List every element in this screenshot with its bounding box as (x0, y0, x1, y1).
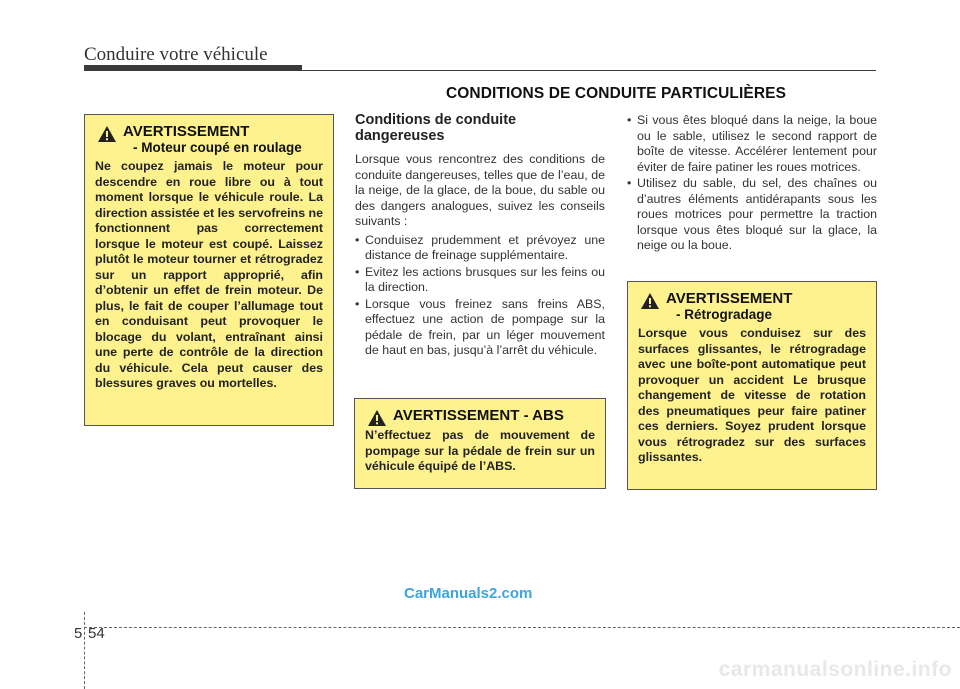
bullet-icon: • (355, 296, 360, 311)
list-item: • Utilisez du sable, du sel, des chaînes ou d’autres éléments antidérapants sous les roues motrices pour permettre la traction lorsque vous êtes bloqué sur la glace, la neige ou la boue. (627, 176, 877, 252)
chapter-number: 5 (74, 625, 83, 642)
section-title: CONDITIONS DE CONDUITE PARTICULIÈRES (445, 85, 787, 102)
carmanuals-watermark-link[interactable]: CarManuals2.com (404, 585, 533, 602)
warning-box-engine-off (84, 114, 334, 426)
list-item: • Lorsque vous freinez sans freins ABS, effectuez une action de pompage sur la pédale de frein, par un léger mouvement de haut en bas, jusqu’à l’arrêt du véhicule. (355, 296, 605, 357)
warning-title: AVERTISSEMENT - ABS (393, 407, 564, 424)
warning-text: N’effectuez pas de mouvement de pompage sur la pédale de frein sur un véhicule équipé de l’ABS. (365, 428, 595, 473)
bullet-icon: • (355, 232, 360, 247)
list-item: • Si vous êtes bloqué dans la neige, la boue ou le sable, utilisez le second rapport de boîte de vitesse. Accélérer lentement pour éviter de faire patiner les roues motrices. (627, 113, 877, 174)
page-number: 54 (88, 625, 105, 642)
site-watermark: carmanualsonline.info (718, 658, 952, 681)
intro-paragraph: Lorsque vous rencontrez des conditions de conduite dangereuses, telles que de l’eau, de la neige, de la glace, de la boue, du sable ou des dangers analogues, suivez les conseils suivants : (355, 152, 605, 228)
bullet-icon: • (627, 176, 632, 190)
list-item: • Conduisez prudemment et prévoyez une distance de freinage supplémentaire. (355, 232, 605, 262)
bullet-icon: • (627, 113, 632, 127)
chapter-header-title: Conduire votre véhicule (84, 44, 268, 65)
header-rule-thin (302, 70, 876, 71)
warning-box-downshift (627, 281, 877, 490)
warning-box-abs (354, 398, 606, 489)
footer-vertical-divider (84, 612, 85, 689)
list-item: • Evitez les actions brusques sur les feins ou la direction. (355, 264, 605, 294)
warning-triangle-icon (640, 292, 660, 310)
sub-heading-dangerous-conditions: Conditions de conduite dangereuses (355, 112, 517, 144)
header-rule-thick (84, 65, 302, 71)
middle-column (355, 112, 605, 359)
warning-title: AVERTISSEMENT (666, 290, 793, 307)
warning-triangle-icon (367, 409, 387, 427)
warning-text: Lorsque vous conduisez sur des surfaces glissantes, le rétrogradage avec une boîte-pont automatique peut provoquer un accident Le brusque changement de vitesse de rotation des pneumatiques peur faire patiner ces derniers. Soyez prudent lorsque vous rétrogradez sur des surfaces glissantes. (638, 326, 866, 464)
warning-title: AVERTISSEMENT (123, 123, 250, 140)
warning-triangle-icon (97, 125, 117, 143)
warning-text: Ne coupez jamais le moteur pour descendre en roue libre ou à tout moment lorsque le véhicule roule. La direction assistée et les servofreins ne fonctionnent pas correctement lorsque le moteur est coupé. Laissez plutôt le moteur tourner et rétrogradez sur un rapport approprié, afin d’obtenir un effet de frein moteur. De plus, le fait de couper l’allumage tout en conduisant peut provoquer le blocage du volant, entraînant ainsi une perte de contrôle de la direction du véhicule. Cela peut causer des blessures graves ou mortelles. (95, 159, 323, 390)
warning-subtitle: - Rétrogradage (676, 307, 773, 322)
right-column (627, 112, 877, 254)
warning-subtitle: - Moteur coupé en roulage (133, 140, 302, 155)
bullet-icon: • (355, 264, 360, 279)
footer-divider (84, 627, 960, 628)
